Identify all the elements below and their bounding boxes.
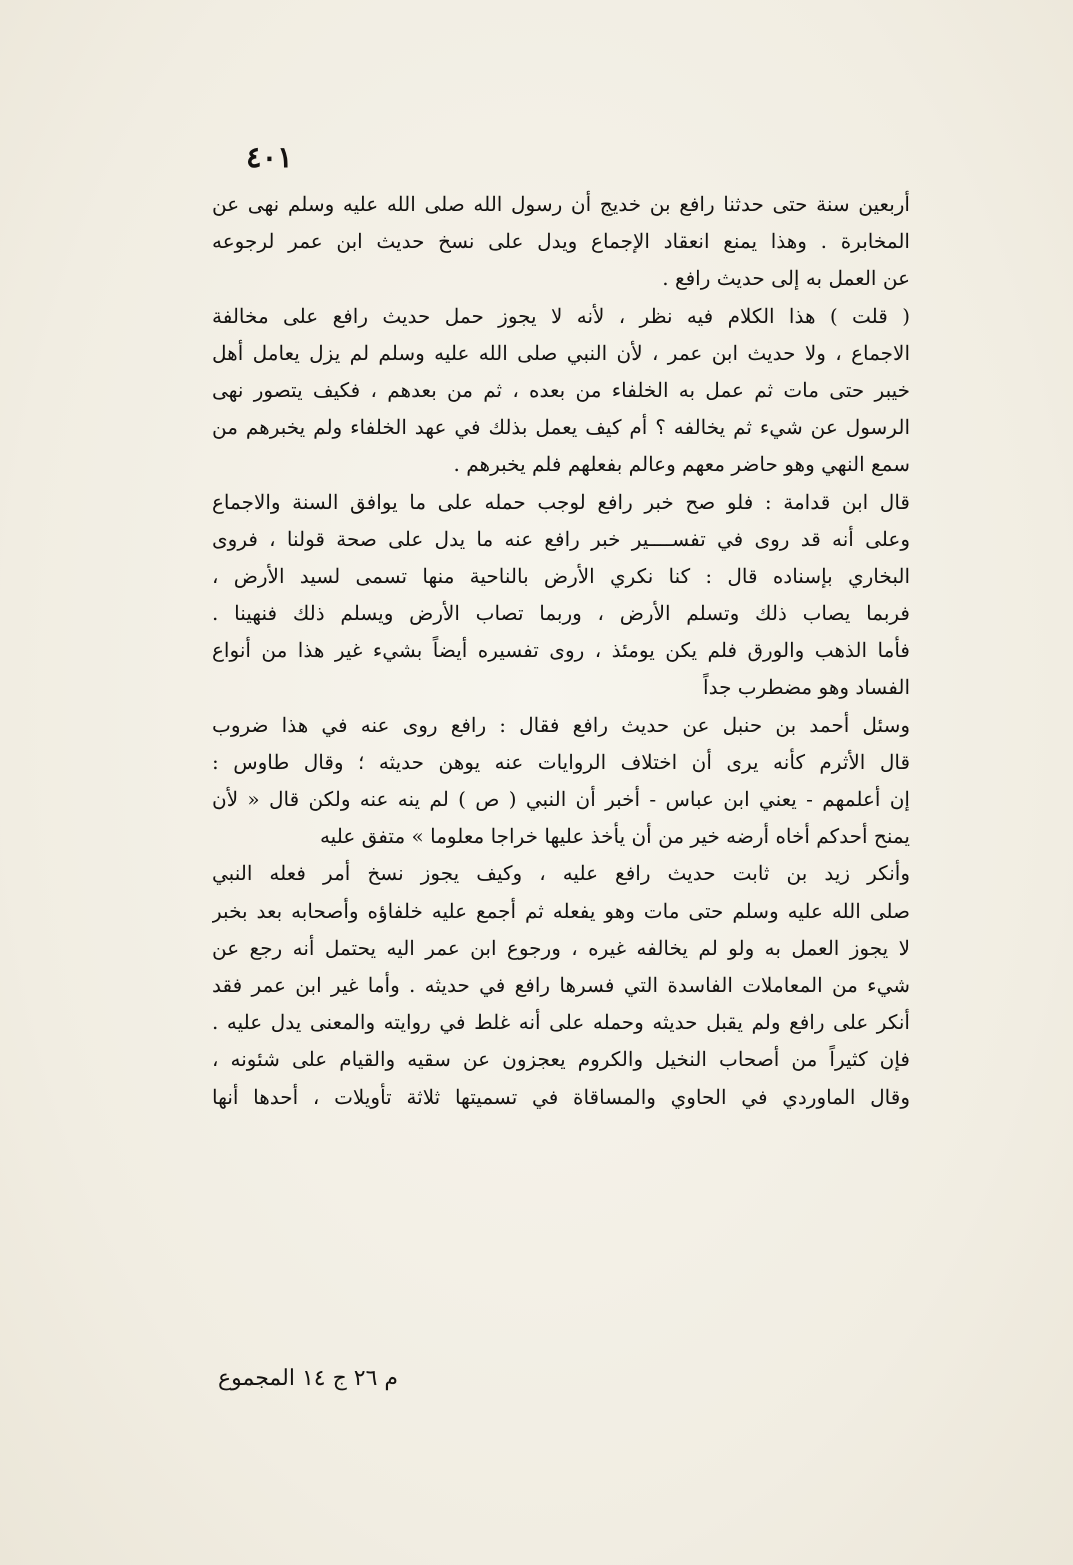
body-text xyxy=(212,186,910,1116)
page-footer-signature: م ٢٦ ج ١٤ المجموع xyxy=(218,1366,399,1391)
text-line: أنكر على رافع ولم يقبل حديثه وحمله على أنه غلط في روايته والمعنى يدل عليه . xyxy=(212,1010,910,1035)
text-line: فأما الذهب والورق فلم يكن يومئذ ، روى تفسيره أيضاً بشيء غير هذا من أنواع xyxy=(212,638,910,663)
text-line: البخاري بإسناده قال : كنا نكري الأرض بالناحية منها تسمى لسيد الأرض ، xyxy=(212,563,910,588)
text-line: قال الأثرم كأنه يرى أن اختلاف الروايات عنه يوهن حديثه ؛ وقال طاوس : xyxy=(212,749,910,774)
text-line: المخابرة . وهذا يمنع انعقاد الإجماع ويدل على نسخ حديث ابن عمر لرجوعه xyxy=(212,229,910,254)
text-line: إن أعلمهم - يعني ابن عباس - أخبر أن النبي ( ص ) لم ينه عنه ولكن قال « لأن xyxy=(212,787,910,811)
text-line: وأنكر زيد بن ثابت حديث رافع عليه ، وكيف يجوز نسخ أمر فعله النبي xyxy=(212,861,910,886)
text-line: وسئل أحمد بن حنبل عن حديث رافع فقال : رافع روى عنه في هذا ضروب xyxy=(212,712,910,737)
text-line: فإن كثيراً من أصحاب النخيل والكروم يعجزون عن سقيه والقيام على شئونه ، xyxy=(212,1047,910,1072)
text-line: يمنح أحدكم أخاه أرضه خير من أن يأخذ عليها خراجا معلوما » متفق عليه xyxy=(319,824,910,849)
page-number: ٤٠١ xyxy=(246,140,293,174)
text-line: وعلى أنه قد روى في تفســــير خبر رافع عنه ما يدل على صحة قولنا ، فروى xyxy=(212,526,910,551)
text-line: وقال الماوردي في الحاوي والمساقاة في تسميتها ثلاثة تأويلات ، أحدها أنها xyxy=(212,1084,910,1109)
text-line: صلى الله عليه وسلم حتى مات وهو يفعله ثم أجمع عليه خلفاؤه وأصحابه بعد بخبر xyxy=(212,898,910,923)
text-line: قال ابن قدامة : فلو صح خبر رافع لوجب حمله على ما يوافق السنة والاجماع xyxy=(212,489,910,514)
text-line: فربما يصاب ذلك وتسلم الأرض ، وربما تصاب الأرض ويسلم ذلك فنهينا . xyxy=(212,601,910,626)
text-line: عن العمل به إلى حديث رافع . xyxy=(662,266,910,291)
text-line: خيبر حتى مات ثم عمل به الخلفاء من بعده ، ثم من بعدهم ، فكيف يتصور نهى xyxy=(212,377,910,402)
text-line: الفساد وهو مضطرب جداً xyxy=(703,675,910,700)
text-line: الرسول عن شيء ثم يخالفه ؟ أم كيف يعمل بذلك في عهد الخلفاء ولم يخبرهم من xyxy=(212,415,910,440)
text-line: الاجماع ، ولا حديث ابن عمر ، لأن النبي صلى الله عليه وسلم لم يزل يعامل أهل xyxy=(212,340,910,365)
text-line: لا يجوز العمل به ولو لم يخالفه غيره ، ورجوع ابن عمر اليه يحتمل أنه رجع عن xyxy=(212,935,910,960)
text-line: سمع النهي وهو حاضر معهم وعالم بفعلهم فلم يخبرهم . xyxy=(453,452,910,477)
text-line: شيء من المعاملات الفاسدة التي فسرها رافع في حديثه . وأما غير ابن عمر فقد xyxy=(212,972,910,997)
text-line: أربعين سنة حتى حدثنا رافع بن خديج أن رسول الله صلى الله عليه وسلم نهى عن xyxy=(212,192,910,216)
text-line: ( قلت ) هذا الكلام فيه نظر ، لأنه لا يجوز حمل حديث رافع على مخالفة xyxy=(212,303,910,328)
